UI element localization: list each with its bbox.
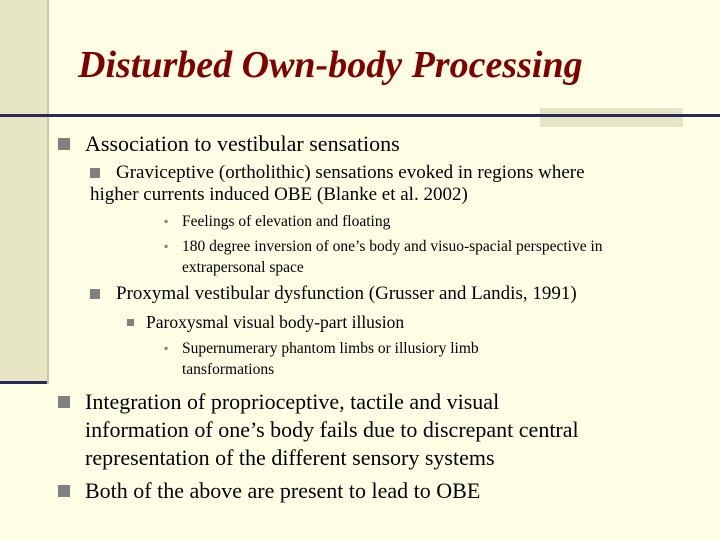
bullet-text-line: 180 degree inversion of one’s body and visuo-spacial perspective in xyxy=(182,238,603,255)
bullet-text: Both of the above are present to lead to OBE xyxy=(85,478,481,503)
bullet-square-icon xyxy=(90,289,100,299)
bullet-text-line: higher currents induced OBE (Blanke et al. 2002) xyxy=(90,184,468,205)
bullet-small-square-icon: ▪ xyxy=(164,239,169,253)
bullet-text xyxy=(182,338,479,380)
decorative-title-accent xyxy=(540,108,683,127)
bullet-square-icon xyxy=(58,485,70,497)
slide-title: Disturbed Own-body Processing xyxy=(78,44,583,86)
bullet-text xyxy=(182,236,603,278)
bullet-text: Paroxysmal visual body-part illusion xyxy=(146,312,405,332)
bullet-text-line: Graviceptive (ortholithic) sensations evoked in regions where xyxy=(116,162,585,183)
bullet-square-icon xyxy=(90,168,100,178)
decorative-vertical-rule xyxy=(47,0,49,384)
decorative-left-rule xyxy=(0,381,47,384)
bullet-text: Association to vestibular sensations xyxy=(85,131,400,156)
bullet-small-square-icon: ▪ xyxy=(164,214,169,228)
decorative-left-band xyxy=(0,0,47,383)
bullet-square-icon xyxy=(58,138,70,150)
bullet-text-line: tansformations xyxy=(182,361,275,378)
bullet-text: Feelings of elevation and floating xyxy=(182,213,391,230)
bullet-text-line: Integration of proprioceptive, tactile and visual xyxy=(85,389,500,414)
bullet-text-line: Supernumerary phantom limbs or illusiory limb xyxy=(182,340,479,357)
bullet-text xyxy=(90,162,585,206)
title-underline-rule xyxy=(0,114,720,117)
bullet-text-line: extrapersonal space xyxy=(182,259,304,276)
bullet-text xyxy=(85,388,579,472)
bullet-square-icon xyxy=(58,396,70,408)
bullet-text-line: representation of the different sensory systems xyxy=(85,445,495,470)
bullet-text-line: information of one’s body fails due to discrepant central xyxy=(85,417,579,442)
bullet-square-icon xyxy=(127,319,134,326)
bullet-text: Proxymal vestibular dysfunction (Grusser and Landis, 1991) xyxy=(116,283,577,304)
bullet-small-square-icon: ▪ xyxy=(164,341,169,355)
